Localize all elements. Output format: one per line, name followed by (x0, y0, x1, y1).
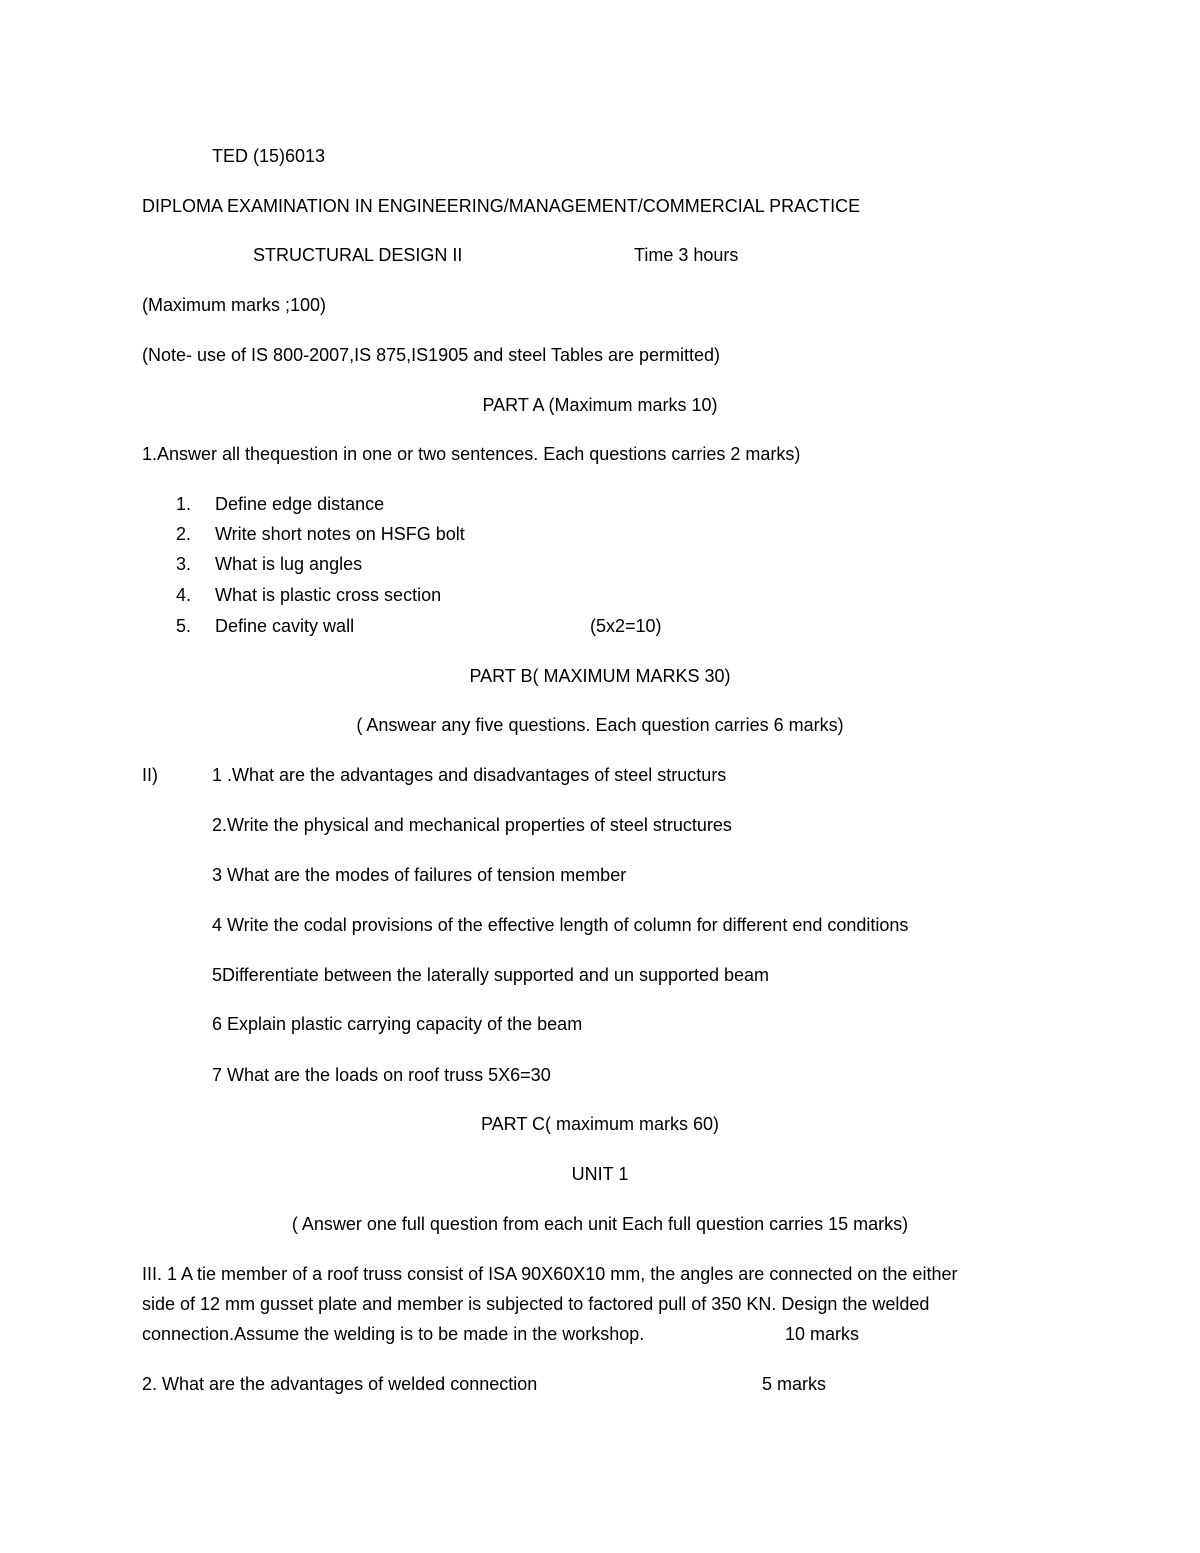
question-item: 4 Write the codal provisions of the effective length of column for different end conditions (212, 915, 909, 935)
list-item (176, 553, 362, 575)
part-a-title: PART A (Maximum marks 10) (482, 395, 718, 415)
part-b-instruction: ( Answear any five questions. Each question carries 6 marks) (356, 715, 844, 735)
list-item-number: 4. (176, 585, 192, 605)
list-item (176, 584, 441, 606)
question-text: connection.Assume the welding is to be made in the workshop. (142, 1324, 645, 1344)
question-item: 7 What are the loads on roof truss 5X6=30 (212, 1065, 551, 1085)
list-item-number: 5. (176, 616, 192, 636)
question-marks: 5 marks (762, 1374, 827, 1394)
question-item: 1 .What are the advantages and disadvantages of steel structurs (212, 765, 727, 785)
exam-time: Time 3 hours (634, 245, 739, 265)
part-c-title: PART C( maximum marks 60) (480, 1114, 720, 1134)
question-marks: 10 marks (785, 1324, 860, 1344)
subject-name: STRUCTURAL DESIGN II (253, 245, 463, 265)
list-item-text: Define cavity wall (215, 616, 355, 636)
list-item (176, 493, 384, 515)
question-roman-numeral: II) (142, 765, 158, 785)
list-item-text: What is lug angles (215, 554, 363, 574)
question-item: 3 What are the modes of failures of tension member (212, 865, 627, 885)
list-item-number: 1. (176, 494, 192, 514)
list-item-text: Write short notes on HSFG bolt (215, 524, 465, 544)
list-item-number: 2. (176, 524, 192, 544)
list-item-text: What is plastic cross section (215, 585, 442, 605)
question-item: 6 Explain plastic carrying capacity of the beam (212, 1014, 583, 1034)
question-text: III. 1 A tie member of a roof truss consist of ISA 90X60X10 mm, the angles are connected on the either (142, 1264, 958, 1284)
question-item: 2.Write the physical and mechanical properties of steel structures (212, 815, 732, 835)
exam-title: DIPLOMA EXAMINATION IN ENGINEERING/MANAGEMENT/COMMERCIAL PRACTICE (142, 196, 861, 216)
list-item-number: 3. (176, 554, 192, 574)
question-text: 2. What are the advantages of welded connection (142, 1374, 538, 1394)
unit-title: UNIT 1 (571, 1164, 629, 1184)
exam-note: (Note- use of IS 800-2007,IS 875,IS1905 and steel Tables are permitted) (142, 345, 721, 365)
maximum-marks: (Maximum marks ;100) (142, 295, 327, 315)
exam-code: TED (15)6013 (212, 146, 326, 166)
list-item (176, 523, 465, 545)
part-a-marks: (5x2=10) (590, 616, 662, 636)
part-c-instruction: ( Answer one full question from each unit Each full question carries 15 marks) (291, 1214, 909, 1234)
question-item: 5Differentiate between the laterally supported and un supported beam (212, 965, 770, 985)
question-text: side of 12 mm gusset plate and member is subjected to factored pull of 350 KN. Design the welded (142, 1294, 930, 1314)
list-item-text: Define edge distance (215, 494, 385, 514)
part-b-title: PART B( MAXIMUM MARKS 30) (469, 666, 731, 686)
list-item (176, 615, 354, 637)
part-a-instruction: 1.Answer all thequestion in one or two sentences. Each questions carries 2 marks) (142, 444, 801, 464)
